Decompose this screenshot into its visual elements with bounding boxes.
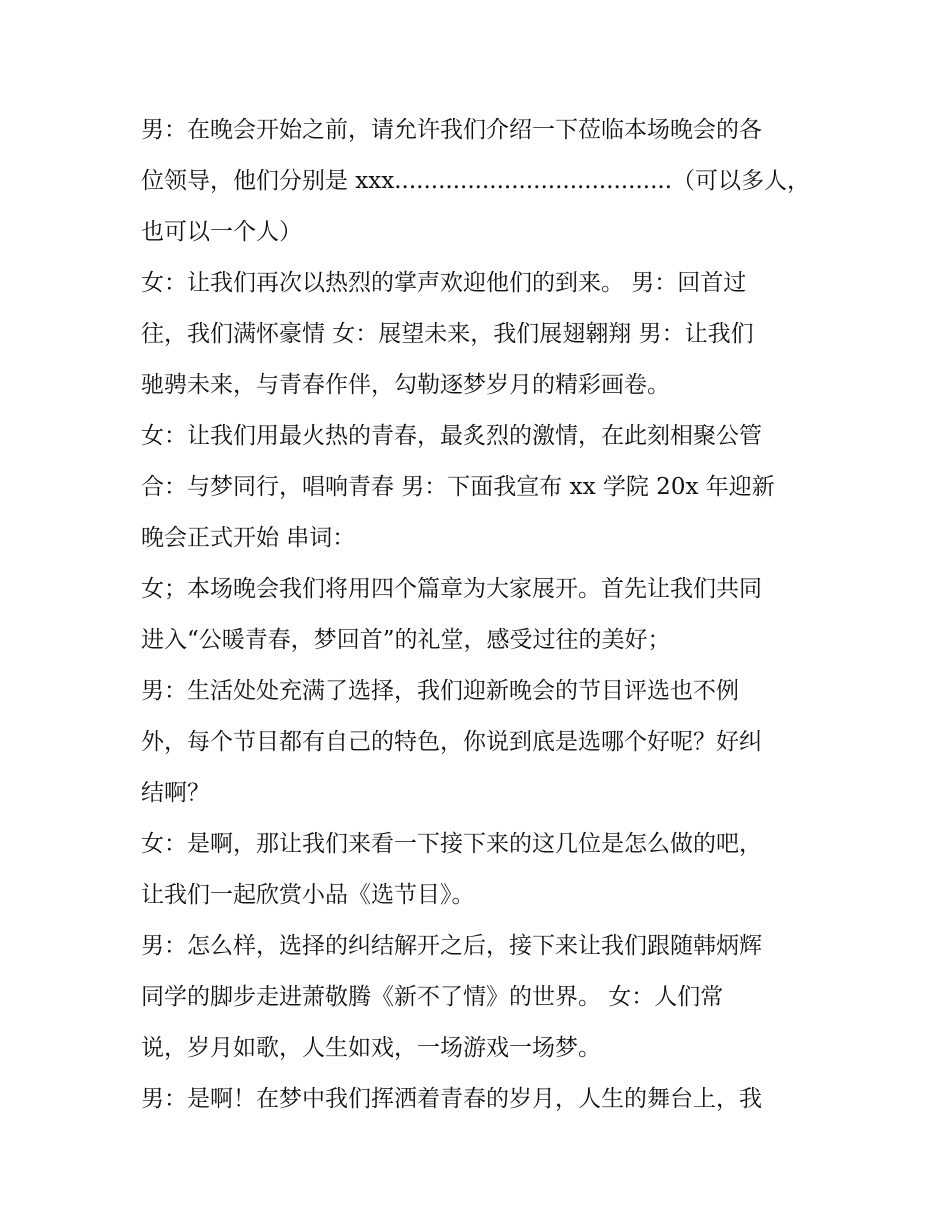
- text-line: 结啊？: [141, 780, 210, 806]
- text-line: 驰骋未来，与青春作伴，勾勒逐梦岁月的精彩画卷。: [141, 372, 670, 398]
- text-line: 女：让我们再次以热烈的掌声欢迎他们的到来。 男：回首过: [141, 270, 747, 296]
- text-line: 晚会正式开始 串词：: [141, 525, 356, 551]
- script-text-body: [141, 105, 817, 1125]
- text-line: 男：怎么样，选择的纠结解开之后，接下来让我们跟随韩炳辉: [141, 933, 762, 959]
- text-line: 男：生活处处充满了选择，我们迎新晚会的节目评选也不例: [141, 678, 739, 704]
- text-line: 外，每个节目都有自己的特色，你说到底是选哪个好呢？好纠: [141, 729, 762, 755]
- text-line: 也可以一个人）: [141, 219, 302, 245]
- text-line: 男：在晚会开始之前，请允许我们介绍一下莅临本场晚会的各: [141, 117, 762, 143]
- text-line: 合：与梦同行，唱响青春 男：下面我宣布 xx 学院 20x 年迎新: [141, 474, 775, 500]
- text-line: 女：让我们用最火热的青春，最炙烈的激情，在此刻相聚公管: [141, 423, 762, 449]
- text-line: 同学的脚步走进萧敬腾《新不了情》的世界。 女：人们常: [141, 984, 724, 1010]
- text-line: 让我们一起欣赏小品《选节目》。: [141, 882, 475, 908]
- text-line: 往，我们满怀豪情 女：展望未来，我们展翅翱翔 男：让我们: [141, 321, 754, 347]
- text-line: 说，岁月如歌，人生如戏，一场游戏一场梦。: [141, 1035, 601, 1061]
- text-line: 进入“公暖青春，梦回首”的礼堂，感受过往的美好；: [141, 627, 671, 653]
- text-line: 位领导，他们分别是 xxx......................................（可以多人，: [141, 168, 811, 194]
- text-line: 女；本场晚会我们将用四个篇章为大家展开。首先让我们共同: [141, 576, 762, 602]
- text-line: 女：是啊，那让我们来看一下接下来的这几位是怎么做的吧，: [141, 831, 762, 857]
- text-line: 男：是啊！在梦中我们挥洒着青春的岁月，人生的舞台上，我: [141, 1086, 762, 1112]
